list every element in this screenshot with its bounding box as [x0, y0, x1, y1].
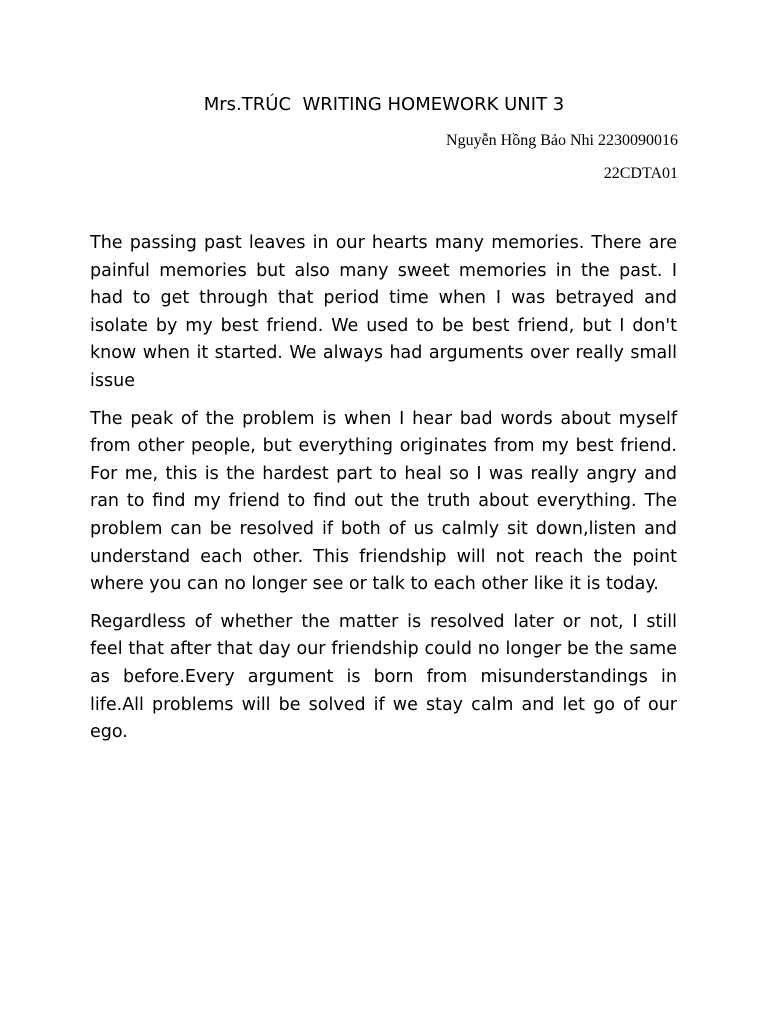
paragraph-1: The passing past leaves in our hearts many memories. There are painful memories but also many sweet memories in the past. I had to get through that period time when I was betrayed and isolate by my best friend. We used to be best friend, but I don't know when it started. We always had arguments over really small issue [90, 233, 677, 391]
class-code: 22CDTA01 [603, 165, 678, 182]
paragraph-3: Regardless of whether the matter is resolved later or not, I still feel that after that day our friendship could no longer be the same as before.Every argument is born from misunderstandings in life.All problems will be solved if we stay calm and let go of our ego. [90, 611, 677, 743]
paragraph-2: The peak of the problem is when I hear bad words about myself from other people, but everything originates from my best friend. For me, this is the hardest part to heal so I was really angry and ran to find my friend to find out the truth about everything. The problem can be resolved if both of us calmly sit down,listen and understand each other. This friendship will not reach the point where you can no longer see or talk to each other like it is today. [90, 408, 677, 595]
document-title: Mrs.TRÚC WRITING HOMEWORK UNIT 3 [203, 94, 565, 115]
author-line: Nguyễn Hồng Bảo Nhi 2230090016 [446, 132, 678, 149]
essay-body [90, 230, 677, 757]
